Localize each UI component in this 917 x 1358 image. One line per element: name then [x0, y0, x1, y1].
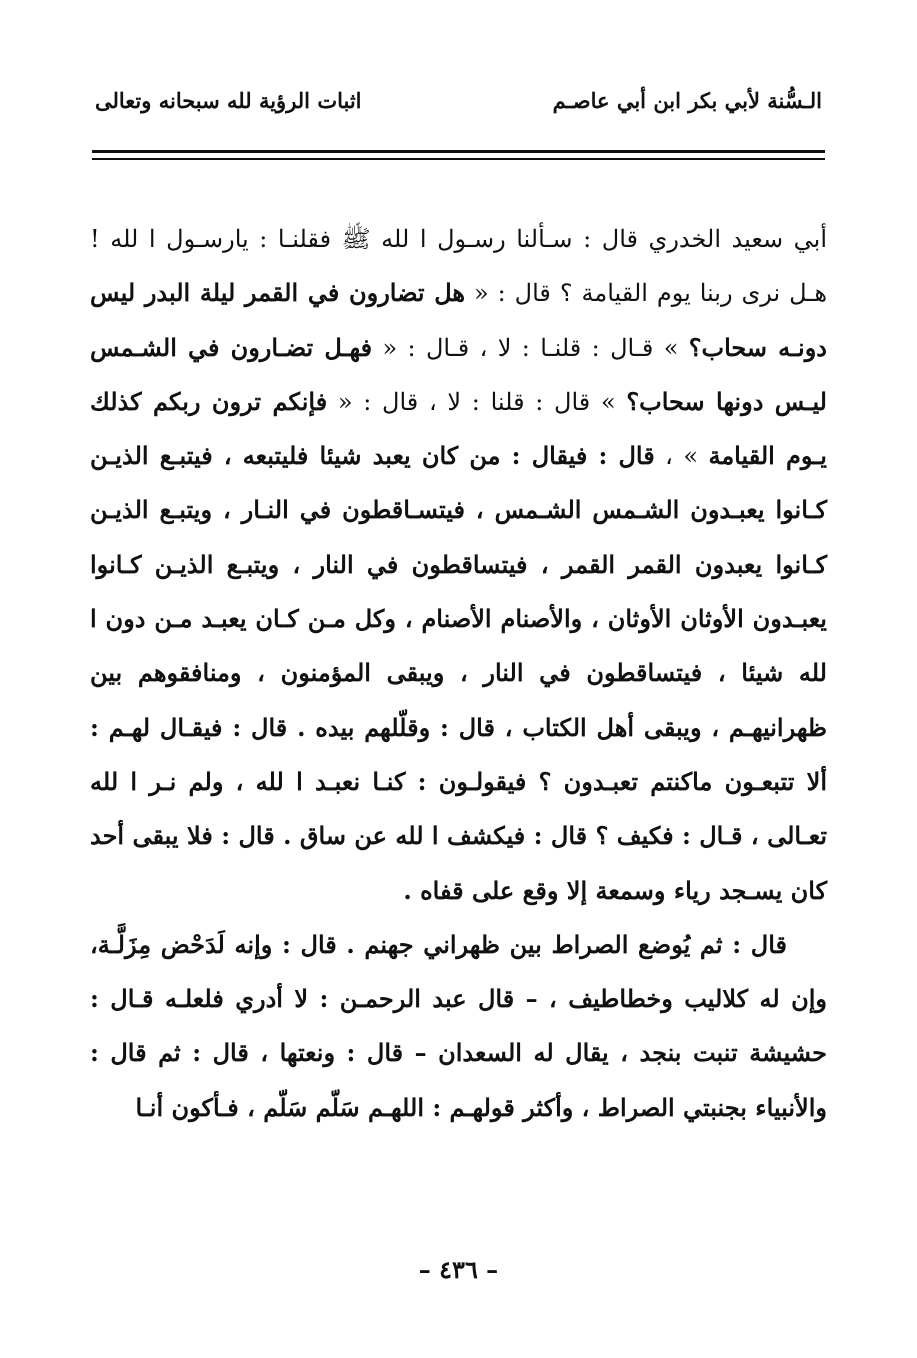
hadith-quote: فإنكم ترون ربكم كذلك يـوم القيامة	[90, 386, 827, 471]
text-segment: » قال : قلنا : لا ، قال : «	[327, 387, 627, 416]
hadith-quote: هل تضارون في القمر ليلة البدر ليس دونـه سحاب؟	[90, 278, 827, 362]
hadith-narrative: قال : فيقال : من كان يعبد شيئا فليتبعه ، فيتبـع الذيـن كـانوا يعبـدون الشـمس الشـمس ، فيتسـاقطون في النـار ، ويتبـع الذيـن كـانوا يعبدون القمر القمر ، فيتساقطون في النار ، ويتبـع الذيـن كـانوا يعبـدون الأوثان الأوثان ، والأصنام الأصنام ، وكل مـن كـان يعبـد مـن دون ا لله شيئا ، فيتساقطون في النار ، ويبقى المؤمنون ، ومنافقوهم بين ظهرانيهـم ، ويبقى أهل الكتاب ، قال : وقلّلهم بيده . قال : فيقـال لهـم : ألا تتبعـون ماكنتم تعبـدون ؟ فيقولـون : كنـا نعبـد ا لله ، ولم نـر ا لله تعـالى ، قـال : فكيف ؟ قال : فيكشف ا لله عن ساق . قال : فلا يبقى أحد كان يسـجد رياء وسمعة إلا وقع على قفاه .	[90, 441, 827, 905]
header-rule-thick	[92, 150, 825, 153]
paragraph	[90, 918, 827, 1135]
hadith-quote: فهـل تضـارون في الشـمس ليـس دونها سحاب؟	[90, 332, 827, 416]
body-text	[90, 212, 827, 1135]
narrator-interjection: – قال عبد الرحمـن : لا أدري فلعلـه قـال :	[90, 984, 538, 1014]
text-segment: » ،	[654, 442, 709, 471]
chapter-title: اثبات الرؤية لله سبحانه وتعالى	[95, 87, 362, 113]
running-header	[95, 78, 822, 122]
page-number: – ٤٣٦ –	[418, 1255, 499, 1284]
hadith-narrative: حشيشة تنبت بنجد ، يقال له السعدان – قال : ونعتها ، قال : ثم قال : والأنبياء بجنبتي الصراط ، وأكثر قولهـم : اللهـم سَلّم سَلّم ، فـأكون أنـا	[90, 1038, 827, 1122]
header-rule-thin	[92, 158, 825, 160]
book-title: الـسُّنة لأبي بكر ابن أبي عاصـم	[552, 87, 822, 113]
paragraph	[90, 212, 827, 918]
text-segment: أبي سعيد الخدري قال : سـألنا رسـول ا لله ﷺ فقلنـا : يارسـول ا لله ! هـل نرى ربنا يوم القيامة ؟ قال : «	[90, 225, 828, 308]
hadith-narrative: قال : ثم يُوضع الصراط بين ظهراني جهنم . قال : وإنه لَدَحْض مِزَلَّـة، وإن له كلاليب وخطاطيف ،	[90, 929, 827, 1014]
text-segment: » قـال : قلنـا : لا ، قـال : «	[372, 333, 689, 362]
